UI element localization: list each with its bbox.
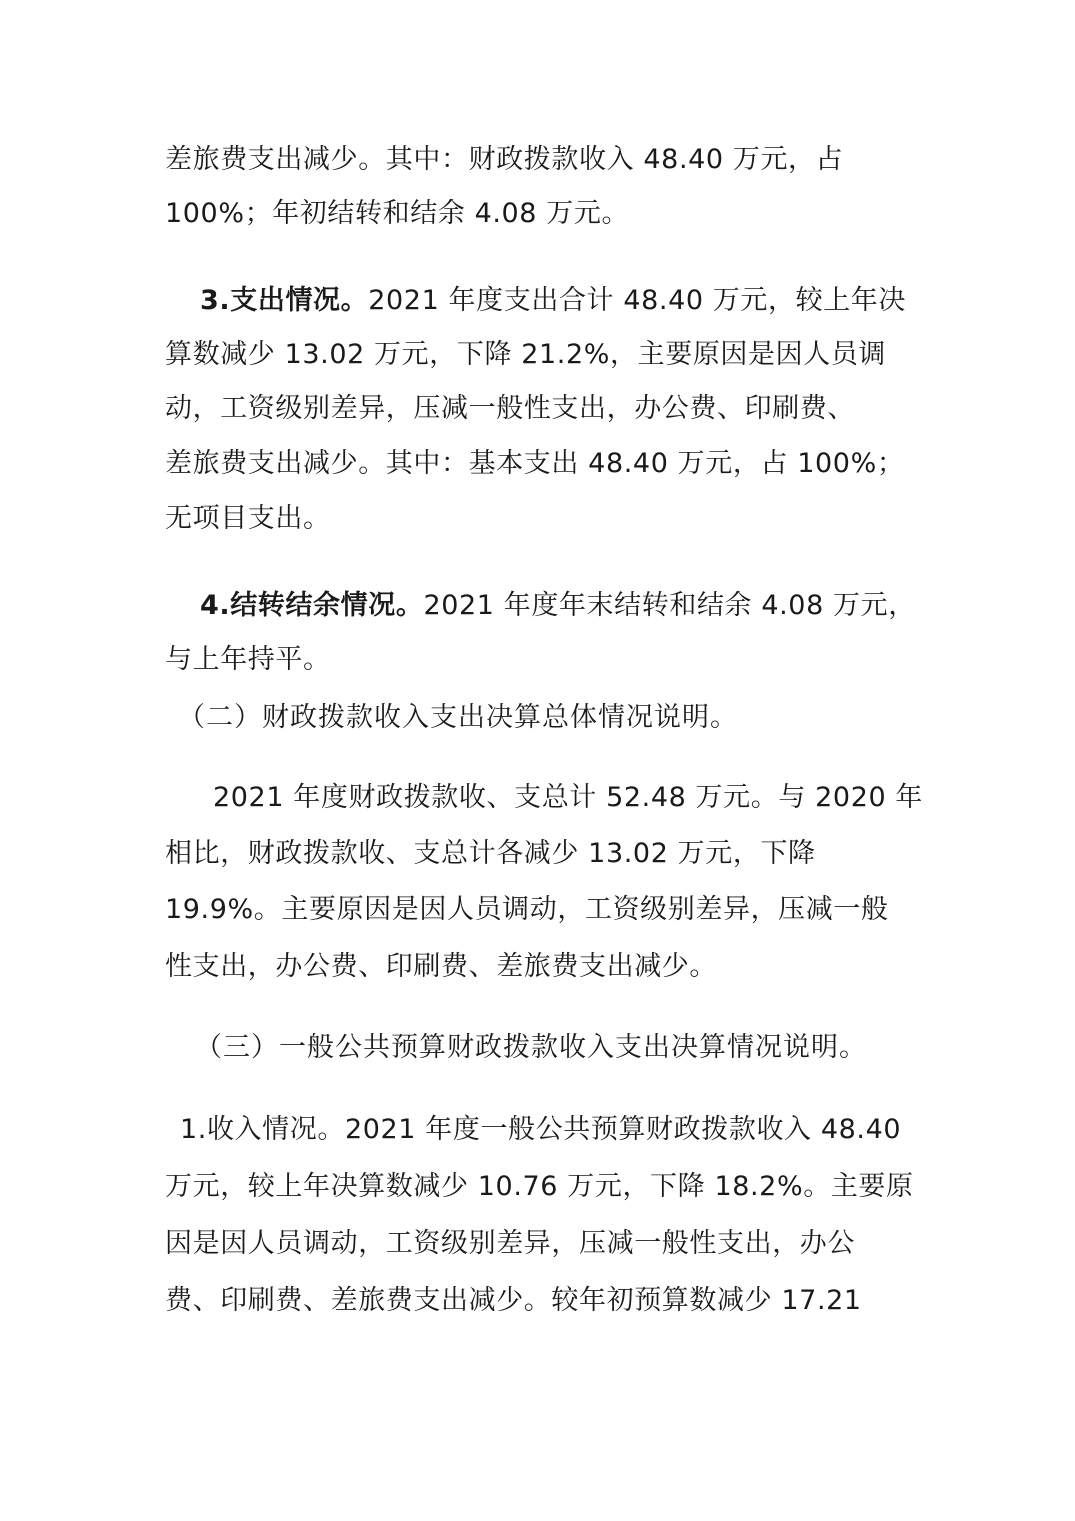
part-3-title: （三）一般公共预算财政拨款收入支出决算情况说明。 — [195, 1032, 867, 1063]
paragraph-line: 性支出，办公费、印刷费、差旅费支出减少。 — [165, 951, 717, 982]
section-4-first-line — [200, 588, 916, 624]
paragraph-line: 2021 年度财政拨款收、支总计 52.48 万元。与 2020 年 — [213, 782, 924, 813]
paragraph-line: 费、印刷费、差旅费支出减少。较年初预算数减少 17.21 — [165, 1285, 862, 1316]
paragraph-line: 差旅费支出减少。其中：基本支出 48.40 万元，占 100%； — [165, 448, 905, 479]
section-4-heading: 4.结转结余情况。 — [200, 590, 424, 621]
paragraph-text: 2021 年度支出合计 48.40 万元，较上年决 — [368, 285, 907, 316]
paragraph-line: 19.9%。主要原因是因人员调动，工资级别差异，压减一般 — [165, 894, 889, 925]
paragraph-text: 2021 年度年末结转和结余 4.08 万元， — [423, 590, 916, 621]
section-3-first-line — [200, 283, 906, 319]
paragraph-line: 相比，财政拨款收、支总计各减少 13.02 万元，下降 — [165, 838, 816, 869]
section-3-heading: 3.支出情况。 — [200, 285, 369, 316]
paragraph-line: 差旅费支出减少。其中：财政拨款收入 48.40 万元，占 — [165, 144, 844, 175]
paragraph-line: 万元，较上年决算数减少 10.76 万元，下降 18.2%。主要原 — [165, 1171, 914, 1202]
paragraph-line: 1.收入情况。2021 年度一般公共预算财政拨款收入 48.40 — [180, 1114, 902, 1145]
part-2-title: （二）财政拨款收入支出决算总体情况说明。 — [178, 702, 738, 733]
paragraph-line: 算数减少 13.02 万元，下降 21.2%，主要原因是因人员调 — [165, 339, 887, 370]
paragraph-line: 无项目支出。 — [165, 503, 331, 534]
paragraph-line: 因是因人员调动，工资级别差异，压减一般性支出，办公 — [165, 1228, 855, 1259]
paragraph-line: 100%；年初结转和结余 4.08 万元。 — [165, 198, 630, 229]
paragraph-line: 与上年持平。 — [165, 644, 331, 675]
paragraph-line: 动，工资级别差异，压减一般性支出，办公费、印刷费、 — [165, 393, 855, 424]
